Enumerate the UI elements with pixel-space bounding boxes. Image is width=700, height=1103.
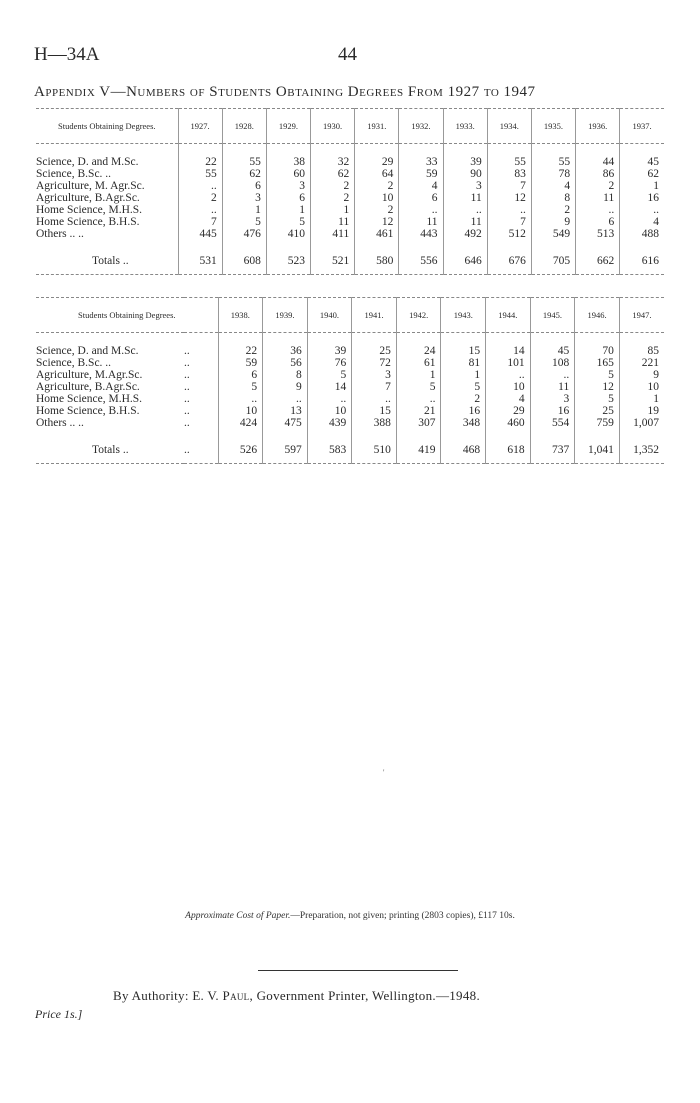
cell-value: 10 xyxy=(218,405,263,417)
appendix-title: Appendix V—Numbers of Students Obtaining Degrees From 1927 to 1947 xyxy=(34,84,536,100)
cell-value: 6 xyxy=(218,369,263,381)
cell-value: 45 xyxy=(530,345,575,357)
row-leader-dots: .. xyxy=(184,357,190,369)
page-number: 44 xyxy=(338,44,357,65)
cell-value: 476 xyxy=(222,228,266,240)
cell-value: 410 xyxy=(266,228,310,240)
cell-value: 1 xyxy=(311,204,355,216)
cell-value: 8 xyxy=(263,369,308,381)
total-value: 521 xyxy=(311,248,355,275)
cell-value: 55 xyxy=(222,156,266,168)
cell-value: 5 xyxy=(575,393,620,405)
total-value: 526 xyxy=(218,437,263,464)
cell-value: 39 xyxy=(443,156,487,168)
cell-value: 29 xyxy=(486,405,531,417)
row-label: Home Science, B.H.S. xyxy=(36,405,140,417)
total-value: 662 xyxy=(576,248,620,275)
cell-value: 70 xyxy=(575,345,620,357)
cell-value: 7 xyxy=(487,216,531,228)
cell-value: 4 xyxy=(620,216,664,228)
totals-label: Totals .. xyxy=(36,248,178,275)
cell-value: 9 xyxy=(263,381,308,393)
cell-value: 15 xyxy=(441,345,486,357)
total-value: 510 xyxy=(352,437,397,464)
cell-value: .. xyxy=(178,204,222,216)
table-row xyxy=(36,168,664,180)
stray-mark: ' xyxy=(383,768,385,777)
cell-value: 307 xyxy=(396,417,441,429)
cell-value: 461 xyxy=(355,228,399,240)
column-header-year: 1927. xyxy=(178,109,222,144)
cell-value: 424 xyxy=(218,417,263,429)
cell-value: 11 xyxy=(530,381,575,393)
cell-value: 3 xyxy=(266,180,310,192)
column-header-year: 1935. xyxy=(531,109,575,144)
table-row xyxy=(36,228,664,240)
cell-value: 12 xyxy=(355,216,399,228)
cell-value: 90 xyxy=(443,168,487,180)
row-label: Home Science, M.H.S. xyxy=(36,393,143,405)
cell-value: 22 xyxy=(218,345,263,357)
table-header-row xyxy=(36,109,664,144)
cell-value: 439 xyxy=(307,417,352,429)
cell-value: 2 xyxy=(355,180,399,192)
column-header-year: 1940. xyxy=(307,298,352,333)
degrees-table-1927-1937 xyxy=(36,108,664,275)
cell-value: .. xyxy=(352,393,397,405)
cell-value: 11 xyxy=(576,192,620,204)
cell-value: 72 xyxy=(352,357,397,369)
row-leader-dots: .. xyxy=(184,345,190,357)
table-row xyxy=(36,192,664,204)
cell-value: .. xyxy=(218,393,263,405)
cell-value: .. xyxy=(307,393,352,405)
table-row xyxy=(36,417,664,429)
cell-value: 22 xyxy=(178,156,222,168)
cell-value: 3 xyxy=(443,180,487,192)
cell-value: 2 xyxy=(355,204,399,216)
cell-value: 3 xyxy=(352,369,397,381)
cost-note xyxy=(0,911,700,921)
row-label: Science, D. and M.Sc. xyxy=(36,345,139,357)
total-value: 1,352 xyxy=(619,437,664,464)
cell-value: 55 xyxy=(178,168,222,180)
cell-value: 86 xyxy=(576,168,620,180)
cell-value: 1 xyxy=(396,369,441,381)
cell-value: .. xyxy=(620,204,664,216)
table-row xyxy=(36,216,664,228)
totals-label: Totals .. xyxy=(36,437,184,464)
column-header-year: 1937. xyxy=(620,109,664,144)
document-code: H—34A xyxy=(34,44,100,65)
cell-value: 9 xyxy=(619,369,664,381)
table-row xyxy=(36,156,664,168)
total-value: 468 xyxy=(441,437,486,464)
cell-value: 1 xyxy=(619,393,664,405)
cell-value: 45 xyxy=(620,156,664,168)
column-header-year: 1936. xyxy=(576,109,620,144)
cell-value: 108 xyxy=(530,357,575,369)
cell-value: .. xyxy=(263,393,308,405)
column-header-year: 1947. xyxy=(619,298,664,333)
cell-value: .. xyxy=(486,369,531,381)
cell-value: 6 xyxy=(266,192,310,204)
cell-value: 56 xyxy=(263,357,308,369)
total-value: 523 xyxy=(266,248,310,275)
cell-value: 64 xyxy=(355,168,399,180)
total-value: 737 xyxy=(530,437,575,464)
row-label: Science, B.Sc. .. xyxy=(36,357,112,369)
cell-value: 16 xyxy=(620,192,664,204)
cell-value: 2 xyxy=(311,192,355,204)
cell-value: 10 xyxy=(619,381,664,393)
table-row xyxy=(36,369,664,381)
row-label: Agriculture, B.Agr.Sc. xyxy=(36,381,140,393)
row-label: Others .. .. xyxy=(36,417,84,429)
cell-value: 11 xyxy=(311,216,355,228)
cell-value: 443 xyxy=(399,228,443,240)
cell-value: 2 xyxy=(311,180,355,192)
cell-value: 1 xyxy=(441,369,486,381)
cell-value: 475 xyxy=(263,417,308,429)
cell-value: 7 xyxy=(178,216,222,228)
column-header-year: 1944. xyxy=(486,298,531,333)
table-row xyxy=(36,405,664,417)
cell-value: .. xyxy=(443,204,487,216)
row-label: Home Science, M.H.S. xyxy=(36,204,143,216)
row-label: Agriculture, B.Agr.Sc. xyxy=(36,192,140,204)
cell-value: 512 xyxy=(487,228,531,240)
cell-value: 14 xyxy=(307,381,352,393)
cell-value: 36 xyxy=(263,345,308,357)
cell-value: 348 xyxy=(441,417,486,429)
row-leader-dots: .. xyxy=(184,405,190,417)
row-label: Science, B.Sc. .. xyxy=(36,168,112,180)
cell-value: 4 xyxy=(486,393,531,405)
cell-value: 221 xyxy=(619,357,664,369)
column-header-year: 1930. xyxy=(311,109,355,144)
authority-line xyxy=(113,988,480,1004)
column-header-year: 1942. xyxy=(396,298,441,333)
cell-value: 16 xyxy=(530,405,575,417)
total-value: 531 xyxy=(178,248,222,275)
row-leader-dots: .. xyxy=(184,381,190,393)
cell-value: 11 xyxy=(443,192,487,204)
cell-value: 25 xyxy=(575,405,620,417)
cell-value: 445 xyxy=(178,228,222,240)
row-label: Science, D. and M.Sc. xyxy=(36,156,139,168)
degrees-table-1938-1947 xyxy=(36,297,664,464)
cell-value: 492 xyxy=(443,228,487,240)
cell-value: 2 xyxy=(178,192,222,204)
cost-note-text: —Preparation, not given; printing (2803 copies), £117 10s. xyxy=(290,911,515,921)
cell-value: 16 xyxy=(441,405,486,417)
table-row xyxy=(36,180,664,192)
cell-value: 13 xyxy=(263,405,308,417)
cell-value: 59 xyxy=(218,357,263,369)
cell-value: 759 xyxy=(575,417,620,429)
cell-value: 11 xyxy=(443,216,487,228)
cell-value: 12 xyxy=(487,192,531,204)
total-value: 646 xyxy=(443,248,487,275)
cell-value: 38 xyxy=(266,156,310,168)
total-value: 556 xyxy=(399,248,443,275)
cell-value: 411 xyxy=(311,228,355,240)
cell-value: 5 xyxy=(575,369,620,381)
cell-value: 460 xyxy=(486,417,531,429)
cell-value: 5 xyxy=(307,369,352,381)
cell-value: .. xyxy=(178,180,222,192)
cell-value: 62 xyxy=(311,168,355,180)
cell-value: 25 xyxy=(352,345,397,357)
total-value: 616 xyxy=(620,248,664,275)
cell-value: 10 xyxy=(307,405,352,417)
cell-value: 55 xyxy=(531,156,575,168)
total-value: 676 xyxy=(487,248,531,275)
cell-value: 1 xyxy=(620,180,664,192)
column-header-year: 1928. xyxy=(222,109,266,144)
cell-value: 33 xyxy=(399,156,443,168)
cell-value: 7 xyxy=(487,180,531,192)
cell-value: 554 xyxy=(530,417,575,429)
cost-note-label: Approximate Cost of Paper. xyxy=(185,911,291,921)
cell-value: 11 xyxy=(399,216,443,228)
cell-value: 59 xyxy=(399,168,443,180)
cell-value: 29 xyxy=(355,156,399,168)
table-row xyxy=(36,357,664,369)
cell-value: .. xyxy=(399,204,443,216)
cell-value: 1 xyxy=(222,204,266,216)
column-header-category: Students Obtaining Degrees. xyxy=(36,298,218,333)
column-header-year: 1941. xyxy=(352,298,397,333)
row-label: Agriculture, M.Agr.Sc. xyxy=(36,369,143,381)
totals-row xyxy=(36,248,664,275)
cell-value: .. xyxy=(487,204,531,216)
cell-value: 78 xyxy=(531,168,575,180)
row-label: Agriculture, M. Agr.Sc. xyxy=(36,180,145,192)
cell-value: 39 xyxy=(307,345,352,357)
table-header-row xyxy=(36,298,664,333)
totals-row xyxy=(36,437,664,464)
column-header-year: 1932. xyxy=(399,109,443,144)
cell-value: 32 xyxy=(311,156,355,168)
price-label: Price 1s.] xyxy=(35,1007,83,1021)
cell-value: 2 xyxy=(576,180,620,192)
cell-value: 5 xyxy=(441,381,486,393)
total-value: 608 xyxy=(222,248,266,275)
cell-value: 101 xyxy=(486,357,531,369)
table-row xyxy=(36,393,664,405)
cell-value: 1,007 xyxy=(619,417,664,429)
cell-value: 5 xyxy=(266,216,310,228)
cell-value: 388 xyxy=(352,417,397,429)
cell-value: 76 xyxy=(307,357,352,369)
total-value: 705 xyxy=(531,248,575,275)
column-header-category: Students Obtaining Degrees. xyxy=(36,109,178,144)
cell-value: 81 xyxy=(441,357,486,369)
footer-rule xyxy=(258,970,458,971)
cell-value: 9 xyxy=(531,216,575,228)
cell-value: 2 xyxy=(441,393,486,405)
cell-value: 8 xyxy=(531,192,575,204)
cell-value: 5 xyxy=(218,381,263,393)
row-leader-dots: .. xyxy=(184,417,190,429)
row-leader-dots: .. xyxy=(184,393,190,405)
column-header-year: 1945. xyxy=(530,298,575,333)
cell-value: 7 xyxy=(352,381,397,393)
column-header-year: 1946. xyxy=(575,298,620,333)
cell-value: 3 xyxy=(222,192,266,204)
cell-value: 6 xyxy=(576,216,620,228)
column-header-year: 1934. xyxy=(487,109,531,144)
cell-value: 488 xyxy=(620,228,664,240)
column-header-year: 1939. xyxy=(263,298,308,333)
row-label: Home Science, B.H.S. xyxy=(36,216,140,228)
cell-value: 44 xyxy=(576,156,620,168)
authority-suffix: , Government Printer, Wellington.—1948. xyxy=(249,988,480,1003)
cell-value: 61 xyxy=(396,357,441,369)
table-row xyxy=(36,381,664,393)
cell-value: 4 xyxy=(399,180,443,192)
cell-value: 4 xyxy=(531,180,575,192)
column-header-year: 1938. xyxy=(218,298,263,333)
cell-value: 6 xyxy=(222,180,266,192)
cell-value: 1 xyxy=(266,204,310,216)
cell-value: 85 xyxy=(619,345,664,357)
cell-value: 10 xyxy=(486,381,531,393)
cell-value: 549 xyxy=(531,228,575,240)
total-value: 580 xyxy=(355,248,399,275)
cell-value: 62 xyxy=(620,168,664,180)
cell-value: 14 xyxy=(486,345,531,357)
cell-value: 513 xyxy=(576,228,620,240)
cell-value: 10 xyxy=(355,192,399,204)
cell-value: 55 xyxy=(487,156,531,168)
cell-value: 62 xyxy=(222,168,266,180)
total-value: 597 xyxy=(263,437,308,464)
cell-value: .. xyxy=(530,369,575,381)
cell-value: 60 xyxy=(266,168,310,180)
total-value: 583 xyxy=(307,437,352,464)
column-header-year: 1929. xyxy=(266,109,310,144)
table-row xyxy=(36,345,664,357)
cell-value: 19 xyxy=(619,405,664,417)
cell-value: .. xyxy=(576,204,620,216)
authority-prefix: By Authority: E. V. xyxy=(113,988,223,1003)
printer-name: Paul xyxy=(222,988,250,1003)
cell-value: 6 xyxy=(399,192,443,204)
cell-value: 83 xyxy=(487,168,531,180)
column-header-year: 1943. xyxy=(441,298,486,333)
cell-value: 3 xyxy=(530,393,575,405)
column-header-year: 1931. xyxy=(355,109,399,144)
cell-value: 12 xyxy=(575,381,620,393)
total-value: 618 xyxy=(486,437,531,464)
table-row xyxy=(36,204,664,216)
cell-value: 24 xyxy=(396,345,441,357)
column-header-year: 1933. xyxy=(443,109,487,144)
cell-value: 15 xyxy=(352,405,397,417)
row-label: Others .. .. xyxy=(36,228,84,240)
cell-value: .. xyxy=(396,393,441,405)
totals-leader-dots: .. xyxy=(184,437,218,464)
total-value: 419 xyxy=(396,437,441,464)
row-leader-dots: .. xyxy=(184,369,190,381)
cell-value: 21 xyxy=(396,405,441,417)
cell-value: 5 xyxy=(396,381,441,393)
cell-value: 5 xyxy=(222,216,266,228)
cell-value: 165 xyxy=(575,357,620,369)
total-value: 1,041 xyxy=(575,437,620,464)
cell-value: 2 xyxy=(531,204,575,216)
